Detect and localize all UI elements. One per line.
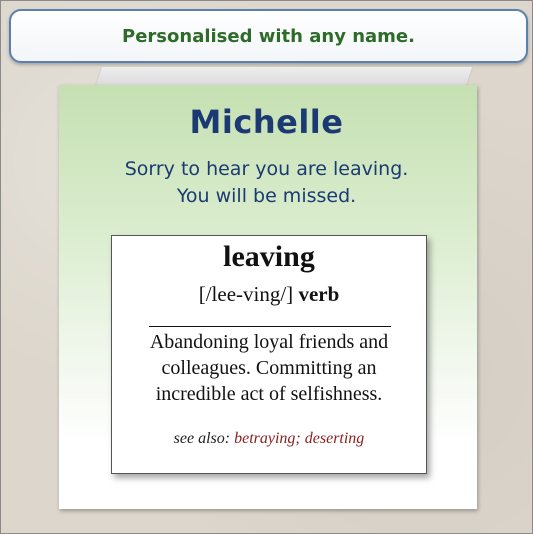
definition-line-1: Abandoning loyal friends and — [149, 331, 389, 353]
see-also-terms: betraying; deserting — [234, 430, 365, 447]
see-also-prefix: see also: — [173, 430, 235, 447]
recipient-name: Michelle — [189, 103, 344, 141]
card-message-line-1: Sorry to hear you are leaving. — [124, 158, 409, 180]
part-of-speech: verb — [298, 282, 340, 306]
promo-banner — [9, 9, 528, 63]
definition-line-2: colleagues. Committing an — [161, 357, 377, 379]
definition-box — [111, 235, 427, 474]
card-message-line-2: You will be missed. — [176, 185, 357, 207]
pronunciation-line — [112, 282, 426, 307]
see-also — [112, 430, 426, 448]
banner-text: Personalised with any name. — [122, 25, 415, 47]
definition-word: leaving — [223, 240, 315, 273]
definition-line-3: incredible act of selfishness. — [155, 383, 383, 405]
divider-line — [149, 326, 391, 327]
pronunciation: [/lee-ving/] — [198, 282, 294, 306]
